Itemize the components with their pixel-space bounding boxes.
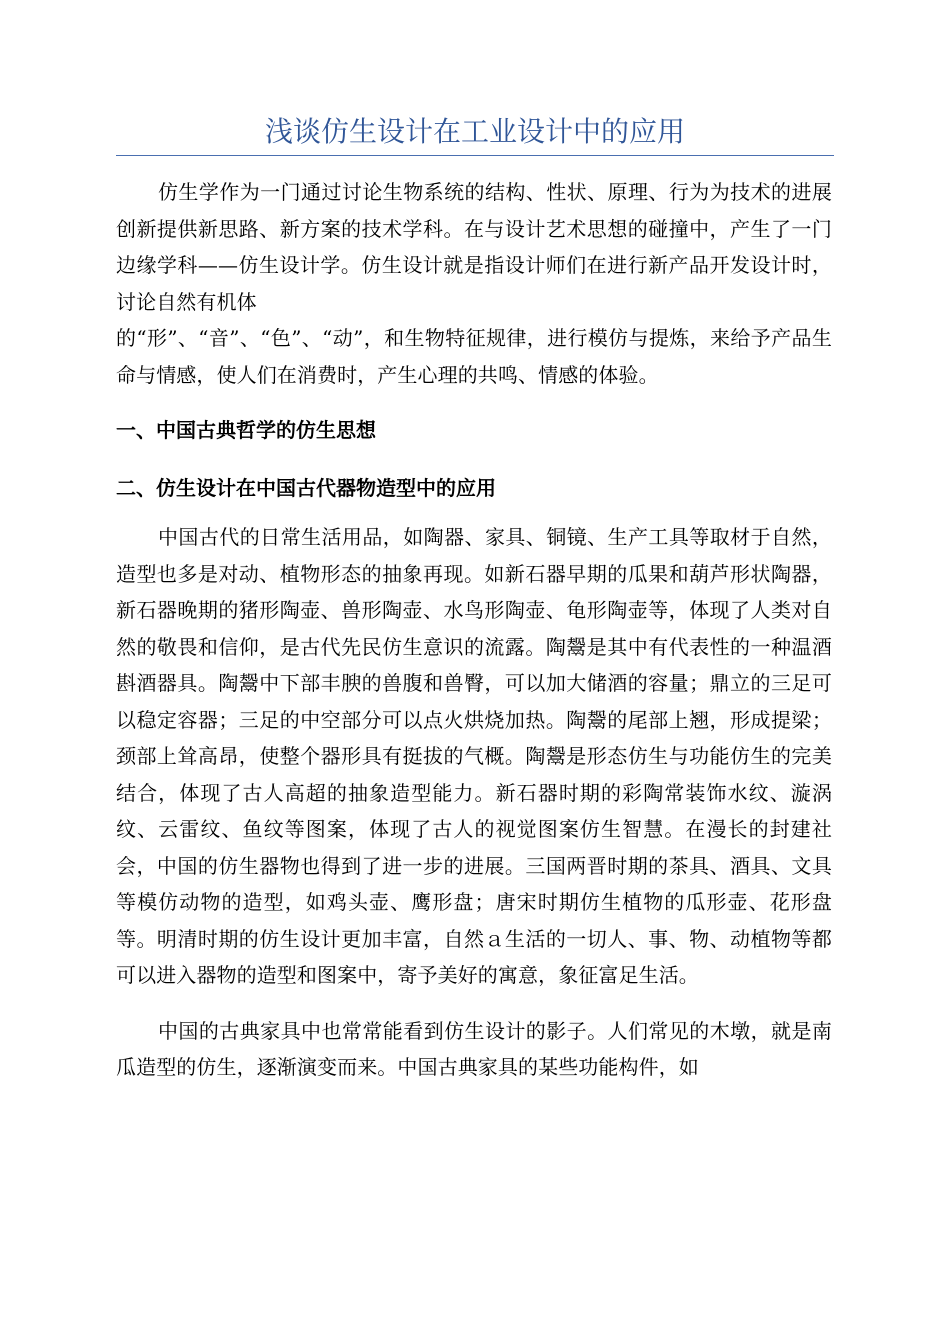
body-paragraph-3: 中国的古典家具中也常常能看到仿生设计的影子。人们常见的木墩，就是南瓜造型的仿生，逐渐演变而来。中国古典家具的某些功能构件，如 [116,1018,832,1079]
section-heading-2: 二、仿生设计在中国古代器物造型中的应用 [116,476,496,500]
document-body [116,174,832,1086]
document-title: 浅谈仿生设计在工业设计中的应用 [264,115,685,148]
intro-paragraph-part2: 的“形”、“音”、“色”、“动”，和生物特征规律，进行模仿与提炼，来给予产品生命与情感，使人们在消费时，产生心理的共鸣、情感的体验。 [116,326,832,387]
title-underline [116,155,834,156]
body-paragraph-2: 中国古代的日常生活用品，如陶器、家具、铜镜、生产工具等取材于自然，造型也多是对动、植物形态的抽象再现。如新石器早期的瓜果和葫芦形状陶器，新石器晚期的猪形陶壶、兽形陶壶、水鸟形陶壶、龟形陶壶等，体现了人类对自然的敬畏和信仰，是古代先民仿生意识的流露。陶鬶是其中有代表性的一种温酒斟酒器具。陶鬶中下部丰腴的兽腹和兽臀，可以加大储酒的容量；鼎立的三足可以稳定容器；三足的中空部分可以点火烘烧加热。陶鬶的尾部上翘，形成提梁；颈部上耸高昂，使整个器形具有挺拔的气概。陶鬶是形态仿生与功能仿生的完美结合，体现了古人高超的抽象造型能力。新石器时期的彩陶常装饰水纹、漩涡纹、云雷纹、鱼纹等图案，体现了古人的视觉图案仿生智慧。在漫长的封建社会，中国的仿生器物也得到了进一步的进展。三国两晋时期的茶具、酒具、文具等模仿动物的造型，如鸡头壶、鹰形盘；唐宋时期仿生植物的瓜形壶、花形盘等。明清时期的仿生设计更加丰富，自然ａ生活的一切人、事、物、动植物等都可以进入器物的造型和图案中，寄予美好的寓意，象征富足生活。 [116,525,832,987]
section-heading-1: 一、中国古典哲学的仿生思想 [116,418,376,442]
intro-paragraph-part1: 仿生学作为一门通过讨论生物系统的结构、性状、原理、行为为技术的进展创新提供新思路、新方案的技术学科。在与设计艺术思想的碰撞中，产生了一门边缘学科——仿生设计学。仿生设计就是指设计师们在进行新产品开发设计时，讨论自然有机体 [116,180,832,314]
